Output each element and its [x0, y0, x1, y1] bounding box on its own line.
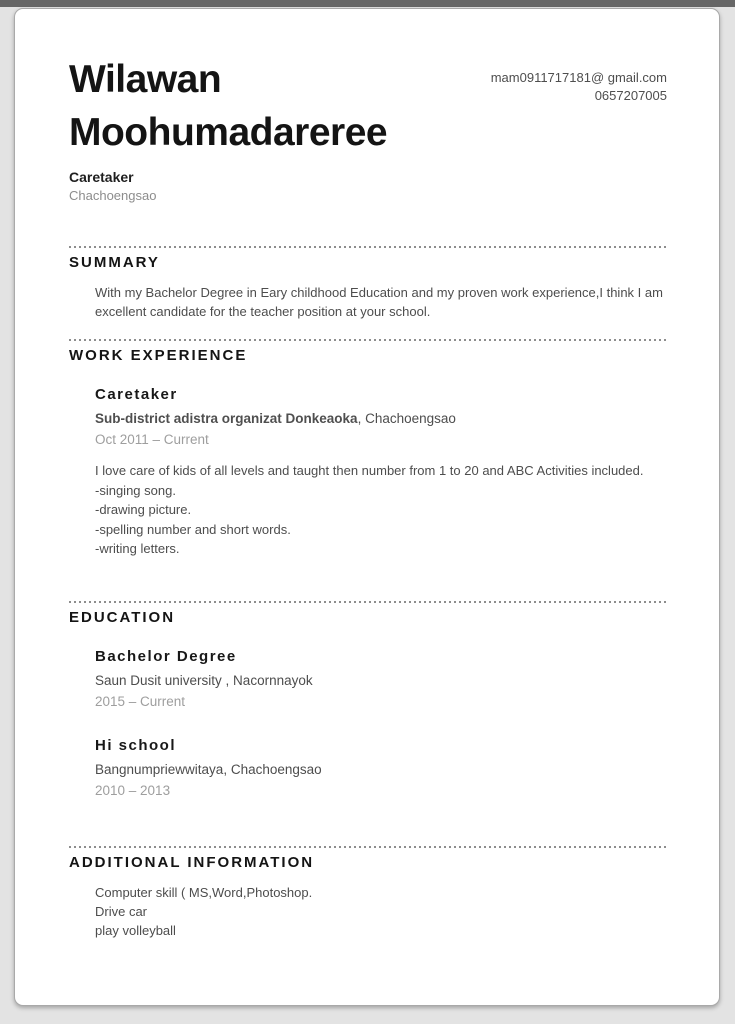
contact-phone: 0657207005: [594, 88, 667, 103]
job-dates: Oct 2011 – Current: [95, 432, 209, 447]
job-title: Caretaker: [95, 386, 178, 403]
school-line: Saun Dusit university , Nacornnayok: [95, 672, 313, 688]
job-entry: [95, 385, 667, 559]
education-dates: 2010 – 2013: [95, 782, 171, 798]
school-line: Bangnumpriewwitaya, Chachoengsao: [95, 761, 322, 777]
additional-info-line: Drive car: [95, 903, 148, 919]
job-description: [95, 461, 673, 559]
job-description-line: -drawing picture.: [95, 502, 192, 517]
work-experience-body: [95, 385, 667, 559]
contact-block: [491, 69, 667, 203]
education-entry: [95, 736, 667, 800]
identity-block: [69, 53, 387, 203]
resume-page: [14, 8, 720, 1006]
section-education: [69, 601, 667, 800]
person-name-line1: Wilawan: [69, 58, 222, 101]
additional-information-heading: ADDITIONAL INFORMATION: [69, 853, 315, 871]
job-description-line: -spelling number and short words.: [95, 521, 291, 537]
section-separator: [69, 601, 668, 603]
section-separator: [69, 339, 668, 341]
person-name-line2: Moohumadareree: [69, 111, 388, 154]
person-job-title: Caretaker: [69, 169, 134, 185]
education-heading: EDUCATION: [69, 608, 176, 626]
contact-email: mam0911717181@ gmail.com: [490, 70, 667, 85]
job-description-line: -singing song.: [95, 482, 176, 498]
resume-header: [69, 53, 667, 203]
job-company-location: , Chachoengsao: [357, 411, 456, 426]
job-company-name: Sub-district adistra organizat Donkeaoka: [95, 411, 358, 426]
additional-info-line: play volleyball: [95, 922, 176, 938]
viewer-top-edge: [0, 0, 735, 7]
degree-title: Hi school: [95, 736, 177, 754]
additional-info-line: Computer skill ( MS,Word,Photoshop.: [95, 884, 313, 900]
education-entry: [95, 647, 667, 711]
education-body: [95, 647, 667, 800]
resume-sections: [69, 246, 667, 940]
job-description-line: I love care of kids of all levels and taught then number from 1 to 20 and ABC Activities included.: [95, 463, 644, 478]
job-company-line: [95, 409, 667, 428]
education-dates: 2015 – Current: [95, 693, 186, 709]
person-location: Chachoengsao: [69, 188, 157, 203]
summary-text: With my Bachelor Degree in Eary childhood Education and my proven work experience,I think I am excellent candidate for the teacher position at your school.: [95, 285, 663, 319]
job-description-line: -writing letters.: [95, 541, 180, 556]
section-separator: [69, 846, 668, 848]
additional-information-body: [95, 883, 667, 940]
section-work-experience: [69, 339, 667, 559]
degree-title: Bachelor Degree: [95, 647, 237, 665]
section-summary: [69, 246, 667, 321]
section-additional-information: [69, 846, 667, 940]
section-separator: [69, 246, 668, 248]
person-name: [69, 53, 387, 159]
work-experience-heading: WORK EXPERIENCE: [69, 347, 248, 364]
summary-heading: SUMMARY: [69, 254, 160, 271]
